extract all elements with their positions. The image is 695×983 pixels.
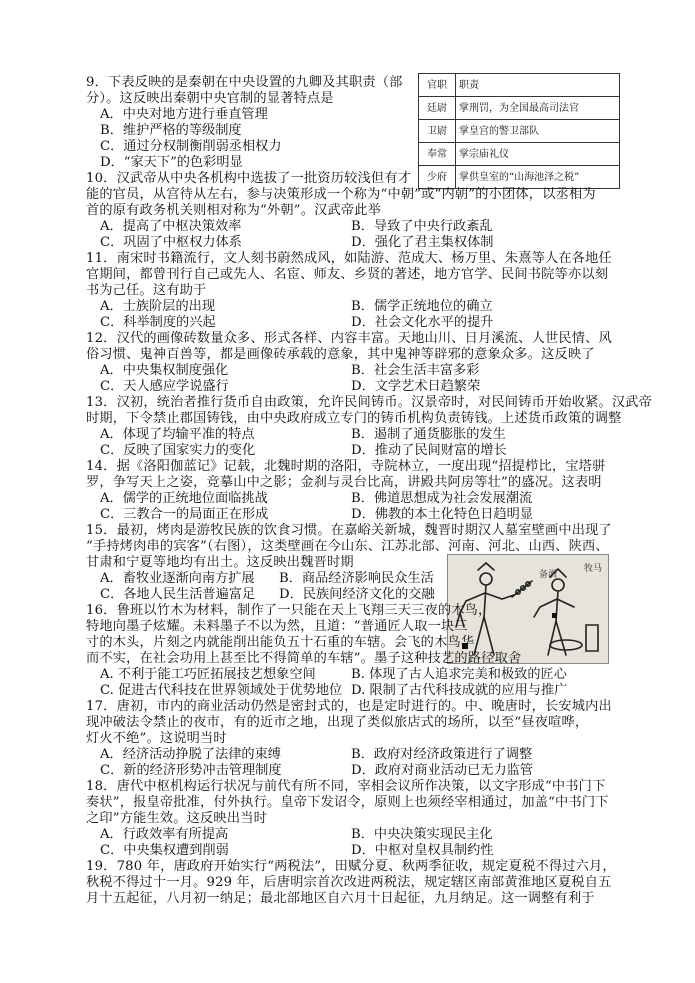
q11-option-b: B．儒学正统地位的确立 (351, 299, 493, 314)
q9-option-d: D．“家天下”的色彩明显 (100, 155, 243, 170)
q18-stem-line: 之印”方能生效。这反映出当时 (86, 811, 267, 826)
q17-stem-line: 17．唐初，市内的商业活动仍然是密封式的，也是定时进行的。中、晚唐时，长安城内出 (86, 699, 612, 714)
q13-stem-line: 时期，下令禁止郡国铸钱，由中央政府成立专门的铸币机构负责铸钱。上述货币政策的调整 (86, 411, 622, 426)
q13-option-c: C．反映了国家实力的变化 (100, 443, 256, 458)
table-cell: 掌皇宫的警卫部队 (456, 120, 620, 143)
table-row (419, 97, 620, 120)
q18-stem-line: 18．唐代中枢机构运行状况与前代有所不同，宰相会议所作决策，以文字形成“中书门下 (86, 779, 606, 794)
table-cell: 掌刑罚，为全国最高司法官 (456, 97, 620, 120)
q16-stem-line: 特地向墨子炫耀。未料墨子不以为然，且道：“普通匠人取一块三 (86, 619, 468, 634)
officials-table (418, 73, 620, 189)
q10-stem-line: 10．汉武帝从中央各机构中选拔了一批资历较浅但有才 (86, 171, 412, 186)
table-row (419, 120, 620, 143)
q15-option-b: B．商品经济影响民众生活 (279, 571, 434, 586)
q16-option-d: D. 限制了古代科技成就的应用与推广 (351, 683, 568, 698)
q9-stem-line: 分）。这反映出秦朝中央官制的显著特点是 (86, 91, 334, 106)
q10-option-b: B．导致了中央行政紊乱 (351, 219, 493, 234)
table-cell: 掌宗庙礼仪 (456, 143, 620, 166)
q16-option-a: A. 不利于能工巧匠拓展技艺想象空间 (100, 667, 316, 682)
q11-option-d: D．社会文化水平的提升 (351, 315, 494, 330)
q15-stem-line: “手持烤肉串的宾客”（右图），这类壁画在今山东、江苏北部、河南、河北、山西、陕西、 (86, 539, 609, 554)
q12-stem-line: 俗习惯、鬼神百兽等，都是画像砖承载的意象，其中鬼神等辟邪的意象众多。这反映了 (86, 347, 595, 362)
q19-stem-line: 月十五起征，八月初一纳足；最北部地区自六月十日起征，九月纳足。这一调整有利于 (86, 891, 595, 906)
q10-option-d: D．强化了君主集权体制 (351, 235, 494, 250)
q9-stem-line: 9．下表反映的是秦朝在中央设置的九卿及其职责（部 (86, 75, 403, 90)
q17-option-a: A．经济活动挣脱了法律的束缚 (100, 747, 281, 762)
q11-stem-line: 官期间，都曾刊行自己或先人、名宦、师友、乡贤的著述，地方官学、民间书院等亦以刻 (86, 267, 609, 282)
q12-option-a: A．中央集权制度强化 (100, 363, 229, 378)
table-row (419, 143, 620, 166)
q14-stem-line: 罗，争写天上之姿，竞摹山中之影；金刹与灵台比高，讲殿共阿房等壮”的盛况。这表明 (86, 475, 602, 490)
q10-option-a: A．提高了中枢决策效率 (100, 219, 242, 234)
q14-option-c: C．三教合一的局面正在形成 (100, 507, 269, 522)
q12-option-d: D．文学艺术日趋繁荣 (351, 379, 481, 394)
table-cell: 卫尉 (419, 120, 456, 143)
q13-option-b: B．遏制了通货膨胀的发生 (351, 427, 506, 442)
q9-option-a: A．中央对地方进行垂直管理 (100, 107, 268, 122)
q16-stem-line: 16．鲁班以竹木为材料，制作了一只能在天上飞翔三天三夜的木鸟， (86, 603, 492, 618)
q18-stem-line: 奏状”，报皇帝批准，付外执行。皇帝下发诏令，原则上也须经宰相通过，加盖“中书门下 (86, 795, 609, 810)
q10-option-c: C．巩固了中枢权力体系 (100, 235, 242, 250)
mural-inscription-left: 备酒 (539, 570, 558, 580)
q17-option-d: D．政府对商业活动已无力监管 (351, 763, 534, 778)
q18-option-a: A．行政效率有所提高 (100, 827, 229, 842)
q13-option-a: A．体现了均输平准的特点 (100, 427, 255, 442)
q17-option-c: C．新的经济形势冲击管理制度 (100, 763, 282, 778)
q19-stem-line: 秋税不得过十一月。929 年，后唐明宗首次改进两税法，规定辖区南部黄淮地区夏税自五 (86, 875, 612, 890)
q14-option-d: D．佛教的本土化特色日趋明显 (351, 507, 534, 522)
q13-stem-line: 13．汉初，统治者推行货币自由政策，允许民间铸币。汉景帝时，对民间铸币开始收紧。汉武帝 (86, 395, 653, 410)
q15-option-a: A．畜牧业逐渐向南方扩展 (100, 571, 255, 586)
table-header-cell: 官职 (419, 74, 456, 97)
table-cell: 少府 (419, 166, 456, 189)
table-header-row (419, 74, 620, 97)
q9-option-c: C．通过分权制衡削弱丞相权力 (100, 139, 282, 154)
q11-option-c: C．科举制度的兴起 (100, 315, 216, 330)
table-cell: 廷尉 (419, 97, 456, 120)
q12-option-c: C．天人感应学说盛行 (100, 379, 229, 394)
q11-stem-line: 11．南宋时书籍流行，文人刻书蔚然成风，如陆游、范成大、杨万里、朱熹等人在各地任 (86, 251, 612, 266)
q12-stem-line: 12．汉代的画像砖数量众多、形式各样、内容丰富。天地山川、日月溪流、人世民情、风 (86, 331, 612, 346)
q12-option-b: B．社会生活丰富多彩 (351, 363, 480, 378)
q9-option-b: B．维护严格的等级制度 (100, 123, 242, 138)
table-header-cell: 职责 (456, 74, 620, 97)
q13-option-d: D．推动了民间财富的增长 (351, 443, 507, 458)
q16-option-b: B. 体现了古人追求完美和极致的匠心 (351, 667, 567, 682)
q11-option-a: A．士族阶层的出现 (100, 299, 216, 314)
q18-option-c: C．中央集权遭到削弱 (100, 843, 229, 858)
q17-option-b: B．政府对经济政策进行了调整 (351, 747, 533, 762)
q17-stem-line: 灯火不绝”。这说明当时 (86, 731, 227, 746)
q18-option-d: D．中枢对皇权具制约性 (351, 843, 494, 858)
table-row (419, 166, 620, 189)
q15-stem-line: 15．最初，烤肉是游牧民族的饮食习惯。在嘉峪关新城，魏晋时期汉人墓室壁画中出现了 (86, 523, 612, 538)
q18-option-b: B．中央决策实现民主化 (351, 827, 493, 842)
q15-option-d: D．民族间经济文化的交融 (279, 587, 435, 602)
q14-stem-line: 14．据《洛阳伽蓝记》记载，北魏时期的洛阳，寺院林立，一度出现“招提栉比，宝塔骈 (86, 459, 606, 474)
mural-inscription-right: 牧马 (584, 564, 603, 574)
q11-stem-line: 书为己任。这有助于 (86, 283, 207, 298)
q19-stem-line: 19．780 年，唐政府开始实行“两税法”，田赋分夏、秋两季征收，规定夏税不得过六月， (86, 859, 616, 874)
q16-stem-line: 寸的木头，片刻之内就能削出能负五十石重的车辖。会飞的木鸟华 (86, 635, 475, 650)
q10-stem-line: 首的原有政务机关则相对称为“外朝”。汉武帝此举 (86, 203, 382, 218)
q15-stem-line: 甘肃和宁夏等地均有出土。这反映出魏晋时期 (86, 555, 354, 570)
q17-stem-line: 现冲破法令禁止的夜市，有的近市之地，出现了类似旅店式的场所，以至“昼夜喧哗， (86, 715, 589, 730)
table-cell: 掌供皇室的“山海池泽之税” (456, 166, 620, 189)
q14-option-a: A．儒学的正统地位面临挑战 (100, 491, 268, 506)
q16-stem-line: 而不实，在社会功用上甚至比不得简单的车辖”。墨子这种技艺的路径取舍 (86, 651, 522, 666)
q10-stem-line: 能的官员，从宫待从左右，参与决策形成一个称为“中朝”或“内朝”的小团体，以丞相为 (86, 187, 596, 202)
table-cell: 奉常 (419, 143, 456, 166)
q16-option-c: C. 促进古代科技在世界领域处于优势地位 (100, 683, 343, 698)
q14-option-b: B．佛道思想成为社会发展潮流 (351, 491, 533, 506)
q15-option-c: C．各地人民生活普遍富足 (100, 587, 256, 602)
